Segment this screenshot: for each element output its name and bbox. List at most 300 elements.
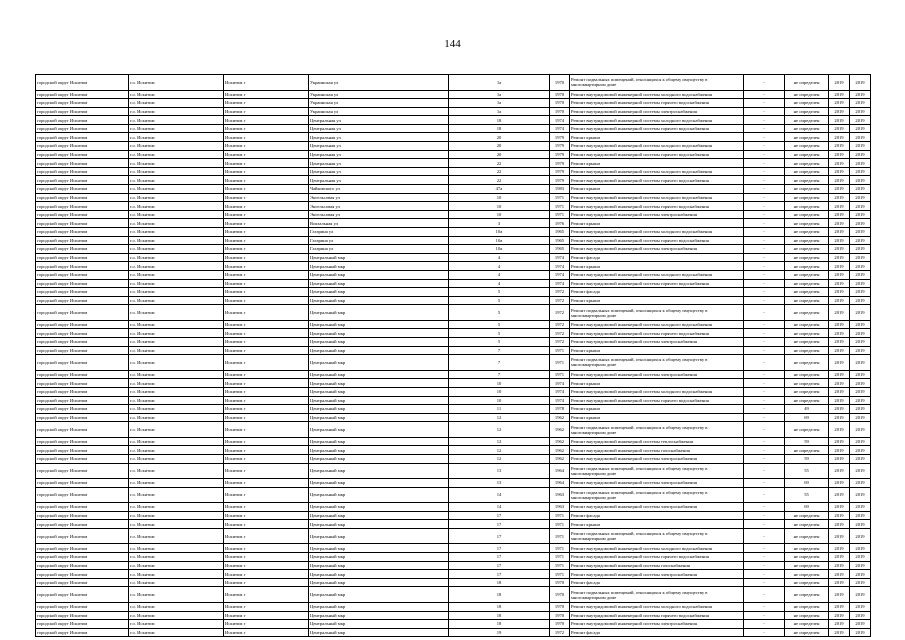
end-year-cell: 2019	[850, 479, 871, 488]
street-cell: Центральный мкр	[309, 379, 449, 388]
dash-cell: -	[744, 553, 785, 562]
municipality-cell: городской округ Искитим	[36, 437, 129, 446]
city-cell: Искитим г	[224, 99, 309, 108]
city-cell: Искитим г	[224, 422, 309, 438]
year-cell: 1971	[550, 520, 570, 529]
table-row	[36, 279, 871, 288]
work-type-cell: Ремонт внутридомовой инженерной системы горячего водоснабжения	[570, 279, 744, 288]
year-cell: 1971	[550, 544, 570, 553]
cost-cell: не определен	[785, 511, 829, 520]
cost-cell: не определен	[785, 355, 829, 371]
end-year-cell: 2019	[850, 413, 871, 422]
year-cell: 1962	[550, 422, 570, 438]
city-cell: Искитим г	[224, 479, 309, 488]
settlement-cell: г.о. Искитим	[129, 561, 224, 570]
dash-cell: -	[744, 193, 785, 202]
house-cell: 17	[449, 528, 550, 544]
start-year-cell: 2019	[829, 202, 850, 211]
dash-cell: -	[744, 602, 785, 611]
settlement-cell: г.о. Искитим	[129, 405, 224, 414]
table-row	[36, 611, 871, 620]
cost-cell: не определен	[785, 587, 829, 603]
settlement-cell: г.о. Искитим	[129, 520, 224, 529]
year-cell: 1974	[550, 253, 570, 262]
cost-cell: 55	[785, 487, 829, 503]
dash-cell: -	[744, 346, 785, 355]
street-cell: Энгельсовая ул	[309, 193, 449, 202]
table-body	[36, 75, 871, 637]
year-cell: 1965	[550, 245, 570, 254]
table-row	[36, 133, 871, 142]
house-cell: 4	[449, 279, 550, 288]
house-cell: 5	[449, 305, 550, 321]
end-year-cell: 2019	[850, 602, 871, 611]
cost-cell: не определен	[785, 346, 829, 355]
start-year-cell: 2019	[829, 544, 850, 553]
year-cell: 1974	[550, 124, 570, 133]
street-cell: Центральный мкр	[309, 355, 449, 371]
end-year-cell: 2019	[850, 202, 871, 211]
street-cell: Центральный мкр	[309, 305, 449, 321]
settlement-cell: г.о. Искитим	[129, 329, 224, 338]
dash-cell: -	[744, 611, 785, 620]
dash-cell: -	[744, 511, 785, 520]
work-type-cell: Ремонт подвальных помещений, относящихся к общему имуществу в многоквартирном доме	[570, 422, 744, 438]
street-cell: Украинская ул	[309, 99, 449, 108]
municipality-cell: городской округ Искитим	[36, 413, 129, 422]
work-type-cell: Ремонт внутридомовой инженерной системы газоснабжения	[570, 446, 744, 455]
year-cell: 1971	[550, 202, 570, 211]
dash-cell: -	[744, 253, 785, 262]
year-cell: 1963	[550, 503, 570, 512]
settlement-cell: г.о. Искитим	[129, 75, 224, 91]
year-cell: 1971	[550, 346, 570, 355]
settlement-cell: г.о. Искитим	[129, 487, 224, 503]
house-cell: 10	[449, 387, 550, 396]
house-cell: 20	[449, 150, 550, 159]
start-year-cell: 2019	[829, 124, 850, 133]
cost-cell: не определен	[785, 528, 829, 544]
end-year-cell: 2019	[850, 379, 871, 388]
house-cell: 13	[449, 463, 550, 479]
work-type-cell: Ремонт внутридомовой инженерной системы горячего водоснабжения	[570, 611, 744, 620]
city-cell: Искитим г	[224, 370, 309, 379]
city-cell: Искитим г	[224, 503, 309, 512]
start-year-cell: 2019	[829, 387, 850, 396]
dash-cell: -	[744, 116, 785, 125]
city-cell: Искитим г	[224, 379, 309, 388]
work-type-cell: Ремонт фасада	[570, 288, 744, 297]
house-cell: 13	[449, 479, 550, 488]
settlement-cell: г.о. Искитим	[129, 185, 224, 194]
cost-cell: не определен	[785, 379, 829, 388]
municipality-cell: городской округ Искитим	[36, 210, 129, 219]
cost-cell: не определен	[785, 228, 829, 237]
work-type-cell: Ремонт внутридомовой инженерной системы холодного водоснабжения	[570, 602, 744, 611]
start-year-cell: 2019	[829, 305, 850, 321]
cost-cell: не определен	[785, 544, 829, 553]
street-cell: Центральный мкр	[309, 602, 449, 611]
house-cell: 10	[449, 193, 550, 202]
street-cell: Чайковского ул	[309, 185, 449, 194]
year-cell: 1962	[550, 446, 570, 455]
street-cell: Центральная ул	[309, 142, 449, 151]
work-type-cell: Ремонт внутридомовой инженерной системы электроснабжения	[570, 210, 744, 219]
year-cell: 1978	[550, 405, 570, 414]
end-year-cell: 2019	[850, 296, 871, 305]
city-cell: Искитим г	[224, 487, 309, 503]
dash-cell: -	[744, 236, 785, 245]
work-type-cell: Ремонт внутридомовой инженерной системы горячего водоснабжения	[570, 176, 744, 185]
street-cell: Гагарина ул	[309, 236, 449, 245]
work-type-cell: Ремонт внутридомовой инженерной системы электроснабжения	[570, 370, 744, 379]
cost-cell: 69	[785, 503, 829, 512]
street-cell: Центральный мкр	[309, 437, 449, 446]
cost-cell: не определен	[785, 142, 829, 151]
work-type-cell: Ремонт внутридомовой инженерной системы электроснабжения	[570, 338, 744, 347]
city-cell: Искитим г	[224, 228, 309, 237]
start-year-cell: 2019	[829, 99, 850, 108]
municipality-cell: городской округ Искитим	[36, 520, 129, 529]
street-cell: Гагарина ул	[309, 228, 449, 237]
city-cell: Искитим г	[224, 124, 309, 133]
work-type-cell: Ремонт внутридомовой инженерной системы горячего водоснабжения	[570, 553, 744, 562]
dash-cell: -	[744, 544, 785, 553]
dash-cell: -	[744, 176, 785, 185]
city-cell: Искитим г	[224, 561, 309, 570]
settlement-cell: г.о. Искитим	[129, 228, 224, 237]
year-cell: 1971	[550, 210, 570, 219]
start-year-cell: 2019	[829, 107, 850, 116]
year-cell: 1971	[550, 511, 570, 520]
table-row	[36, 210, 871, 219]
house-cell: 22	[449, 159, 550, 168]
end-year-cell: 2019	[850, 167, 871, 176]
settlement-cell: г.о. Искитим	[129, 620, 224, 629]
street-cell: Центральный мкр	[309, 454, 449, 463]
cost-cell: не определен	[785, 553, 829, 562]
work-type-cell: Ремонт внутридомовой инженерной системы горячего водоснабжения	[570, 150, 744, 159]
dash-cell: -	[744, 305, 785, 321]
cost-cell: 55	[785, 463, 829, 479]
house-cell: 22	[449, 167, 550, 176]
settlement-cell: г.о. Искитим	[129, 167, 224, 176]
cost-cell: не определен	[785, 570, 829, 579]
dash-cell: -	[744, 90, 785, 99]
street-cell: Центральный мкр	[309, 422, 449, 438]
year-cell: 1972	[550, 288, 570, 297]
cost-cell: не определен	[785, 185, 829, 194]
work-type-cell: Ремонт внутридомовой инженерной системы электроснабжения	[570, 479, 744, 488]
street-cell: Центральный мкр	[309, 463, 449, 479]
house-cell: 14	[449, 487, 550, 503]
cost-cell: не определен	[785, 270, 829, 279]
table-row	[36, 602, 871, 611]
house-cell: 1а	[449, 107, 550, 116]
end-year-cell: 2019	[850, 503, 871, 512]
work-type-cell: Ремонт подвальных помещений, относящихся к общему имуществу в многоквартирном доме	[570, 487, 744, 503]
city-cell: Искитим г	[224, 446, 309, 455]
street-cell: Центральный мкр	[309, 503, 449, 512]
year-cell: 1970	[550, 107, 570, 116]
start-year-cell: 2019	[829, 463, 850, 479]
work-type-cell: Ремонт крыши	[570, 520, 744, 529]
street-cell: Центральный мкр	[309, 544, 449, 553]
work-type-cell: Ремонт крыши	[570, 185, 744, 194]
year-cell: 1971	[550, 193, 570, 202]
year-cell: 1983	[550, 185, 570, 194]
dash-cell: -	[744, 320, 785, 329]
table-row	[36, 228, 871, 237]
city-cell: Искитим г	[224, 396, 309, 405]
street-cell: Центральная ул	[309, 124, 449, 133]
city-cell: Искитим г	[224, 262, 309, 271]
city-cell: Искитим г	[224, 253, 309, 262]
work-type-cell: Ремонт фасада	[570, 578, 744, 587]
house-cell: 12	[449, 422, 550, 438]
settlement-cell: г.о. Искитим	[129, 396, 224, 405]
settlement-cell: г.о. Искитим	[129, 99, 224, 108]
table-row	[36, 236, 871, 245]
table-row	[36, 176, 871, 185]
start-year-cell: 2019	[829, 90, 850, 99]
end-year-cell: 2019	[850, 329, 871, 338]
work-type-cell: Ремонт внутридомовой инженерной системы холодного водоснабжения	[570, 228, 744, 237]
settlement-cell: г.о. Искитим	[129, 90, 224, 99]
dash-cell: -	[744, 520, 785, 529]
settlement-cell: г.о. Искитим	[129, 219, 224, 228]
table-row	[36, 150, 871, 159]
year-cell: 1970	[550, 90, 570, 99]
street-cell: Центральный мкр	[309, 262, 449, 271]
end-year-cell: 2019	[850, 219, 871, 228]
cost-cell: не определен	[785, 320, 829, 329]
end-year-cell: 2019	[850, 124, 871, 133]
street-cell: Центральный мкр	[309, 479, 449, 488]
city-cell: Искитим г	[224, 193, 309, 202]
house-cell: 3	[449, 219, 550, 228]
table-row	[36, 320, 871, 329]
table-row	[36, 628, 871, 637]
year-cell: 1972	[550, 305, 570, 321]
work-type-cell: Ремонт внутридомовой инженерной системы холодного водоснабжения	[570, 387, 744, 396]
table-row	[36, 338, 871, 347]
table-row	[36, 570, 871, 579]
end-year-cell: 2019	[850, 279, 871, 288]
year-cell: 1972	[550, 320, 570, 329]
end-year-cell: 2019	[850, 396, 871, 405]
work-type-cell: Ремонт подвальных помещений, относящихся к общему имуществу в многоквартирном доме	[570, 75, 744, 91]
dash-cell: -	[744, 167, 785, 176]
municipality-cell: городской округ Искитим	[36, 124, 129, 133]
house-cell: 11	[449, 405, 550, 414]
municipality-cell: городской округ Искитим	[36, 578, 129, 587]
table-row	[36, 202, 871, 211]
table-row	[36, 253, 871, 262]
start-year-cell: 2019	[829, 437, 850, 446]
table-row	[36, 463, 871, 479]
start-year-cell: 2019	[829, 338, 850, 347]
dash-cell: -	[744, 620, 785, 629]
house-cell: 4	[449, 253, 550, 262]
end-year-cell: 2019	[850, 245, 871, 254]
start-year-cell: 2019	[829, 193, 850, 202]
municipality-cell: городской округ Искитим	[36, 503, 129, 512]
house-cell: 22	[449, 176, 550, 185]
table-row	[36, 124, 871, 133]
cost-cell: не определен	[785, 279, 829, 288]
table-row	[36, 511, 871, 520]
city-cell: Искитим г	[224, 219, 309, 228]
year-cell: 1970	[550, 611, 570, 620]
house-cell: 10	[449, 396, 550, 405]
year-cell: 1970	[550, 620, 570, 629]
cost-cell: не определен	[785, 422, 829, 438]
municipality-cell: городской округ Искитим	[36, 228, 129, 237]
house-cell: 12	[449, 437, 550, 446]
city-cell: Искитим г	[224, 305, 309, 321]
house-cell: 10а	[449, 236, 550, 245]
dash-cell: -	[744, 628, 785, 637]
municipality-cell: городской округ Искитим	[36, 296, 129, 305]
house-cell: 7	[449, 370, 550, 379]
work-type-cell: Ремонт внутридомовой инженерной системы холодного водоснабжения	[570, 320, 744, 329]
year-cell: 1962	[550, 413, 570, 422]
dash-cell: -	[744, 387, 785, 396]
city-cell: Искитим г	[224, 544, 309, 553]
table-row	[36, 305, 871, 321]
work-type-cell: Ремонт крыши	[570, 379, 744, 388]
house-cell: 17	[449, 544, 550, 553]
municipality-cell: городской округ Искитим	[36, 463, 129, 479]
start-year-cell: 2019	[829, 396, 850, 405]
end-year-cell: 2019	[850, 511, 871, 520]
start-year-cell: 2019	[829, 167, 850, 176]
start-year-cell: 2019	[829, 245, 850, 254]
city-cell: Искитим г	[224, 511, 309, 520]
table-row	[36, 387, 871, 396]
municipality-cell: городской округ Искитим	[36, 355, 129, 371]
municipality-cell: городской округ Искитим	[36, 446, 129, 455]
municipality-cell: городской округ Искитим	[36, 511, 129, 520]
end-year-cell: 2019	[850, 150, 871, 159]
house-cell: 5	[449, 288, 550, 297]
year-cell: 1972	[550, 296, 570, 305]
cost-cell: 49	[785, 405, 829, 414]
work-type-cell: Ремонт внутридомовой инженерной системы горячего водоснабжения	[570, 396, 744, 405]
page-number: 144	[444, 38, 461, 50]
dash-cell: -	[744, 296, 785, 305]
house-cell: 47а	[449, 185, 550, 194]
start-year-cell: 2019	[829, 561, 850, 570]
municipality-cell: городской округ Искитим	[36, 422, 129, 438]
house-cell: 5	[449, 296, 550, 305]
cost-cell: не определен	[785, 296, 829, 305]
city-cell: Искитим г	[224, 346, 309, 355]
start-year-cell: 2019	[829, 228, 850, 237]
table-row	[36, 107, 871, 116]
dash-cell: -	[744, 124, 785, 133]
municipality-cell: городской округ Искитим	[36, 379, 129, 388]
work-type-cell: Ремонт подвальных помещений, относящихся к общему имуществу в многоквартирном доме	[570, 528, 744, 544]
start-year-cell: 2019	[829, 296, 850, 305]
cost-cell: не определен	[785, 99, 829, 108]
settlement-cell: г.о. Искитим	[129, 511, 224, 520]
city-cell: Искитим г	[224, 570, 309, 579]
end-year-cell: 2019	[850, 185, 871, 194]
street-cell: Центральный мкр	[309, 570, 449, 579]
start-year-cell: 2019	[829, 587, 850, 603]
municipality-cell: городской округ Искитим	[36, 288, 129, 297]
dash-cell: -	[744, 405, 785, 414]
city-cell: Искитим г	[224, 528, 309, 544]
settlement-cell: г.о. Искитим	[129, 463, 224, 479]
table-row	[36, 75, 871, 91]
dash-cell: -	[744, 133, 785, 142]
work-type-cell: Ремонт внутридомовой инженерной системы холодного водоснабжения	[570, 142, 744, 151]
settlement-cell: г.о. Искитим	[129, 236, 224, 245]
cost-cell: 59	[785, 454, 829, 463]
dash-cell: -	[744, 107, 785, 116]
street-cell: Гагарина ул	[309, 245, 449, 254]
table-row	[36, 561, 871, 570]
work-type-cell: Ремонт внутридомовой инженерной системы горячего водоснабжения	[570, 202, 744, 211]
street-cell: Центральный мкр	[309, 329, 449, 338]
end-year-cell: 2019	[850, 338, 871, 347]
work-type-cell: Ремонт внутридомовой инженерной системы электроснабжения	[570, 107, 744, 116]
street-cell: Украинская ул	[309, 90, 449, 99]
street-cell: Центральная ул	[309, 176, 449, 185]
end-year-cell: 2019	[850, 520, 871, 529]
settlement-cell: г.о. Искитим	[129, 193, 224, 202]
cost-cell: не определен	[785, 210, 829, 219]
cost-cell: не определен	[785, 329, 829, 338]
table-row	[36, 422, 871, 438]
start-year-cell: 2019	[829, 320, 850, 329]
end-year-cell: 2019	[850, 346, 871, 355]
start-year-cell: 2019	[829, 578, 850, 587]
end-year-cell: 2019	[850, 116, 871, 125]
settlement-cell: г.о. Искитим	[129, 578, 224, 587]
start-year-cell: 2019	[829, 279, 850, 288]
street-cell: Центральный мкр	[309, 620, 449, 629]
end-year-cell: 2019	[850, 454, 871, 463]
year-cell: 1970	[550, 99, 570, 108]
municipality-cell: городской округ Искитим	[36, 185, 129, 194]
settlement-cell: г.о. Искитим	[129, 288, 224, 297]
municipality-cell: городской округ Искитим	[36, 167, 129, 176]
table-row	[36, 479, 871, 488]
settlement-cell: г.о. Искитим	[129, 245, 224, 254]
municipality-cell: городской округ Искитим	[36, 405, 129, 414]
municipality-cell: городской округ Искитим	[36, 454, 129, 463]
dash-cell: -	[744, 288, 785, 297]
end-year-cell: 2019	[850, 620, 871, 629]
work-type-cell: Ремонт внутридомовой инженерной системы холодного водоснабжения	[570, 193, 744, 202]
dash-cell: -	[744, 587, 785, 603]
house-cell: 1а	[449, 90, 550, 99]
cost-cell: не определен	[785, 387, 829, 396]
street-cell: Центральный мкр	[309, 528, 449, 544]
house-cell: 4	[449, 262, 550, 271]
year-cell: 1974	[550, 116, 570, 125]
work-type-cell: Ремонт внутридомовой инженерной системы горячего водоснабжения	[570, 124, 744, 133]
cost-cell: не определен	[785, 236, 829, 245]
cost-cell: не определен	[785, 245, 829, 254]
year-cell: 1971	[550, 528, 570, 544]
dash-cell: -	[744, 279, 785, 288]
settlement-cell: г.о. Искитим	[129, 296, 224, 305]
